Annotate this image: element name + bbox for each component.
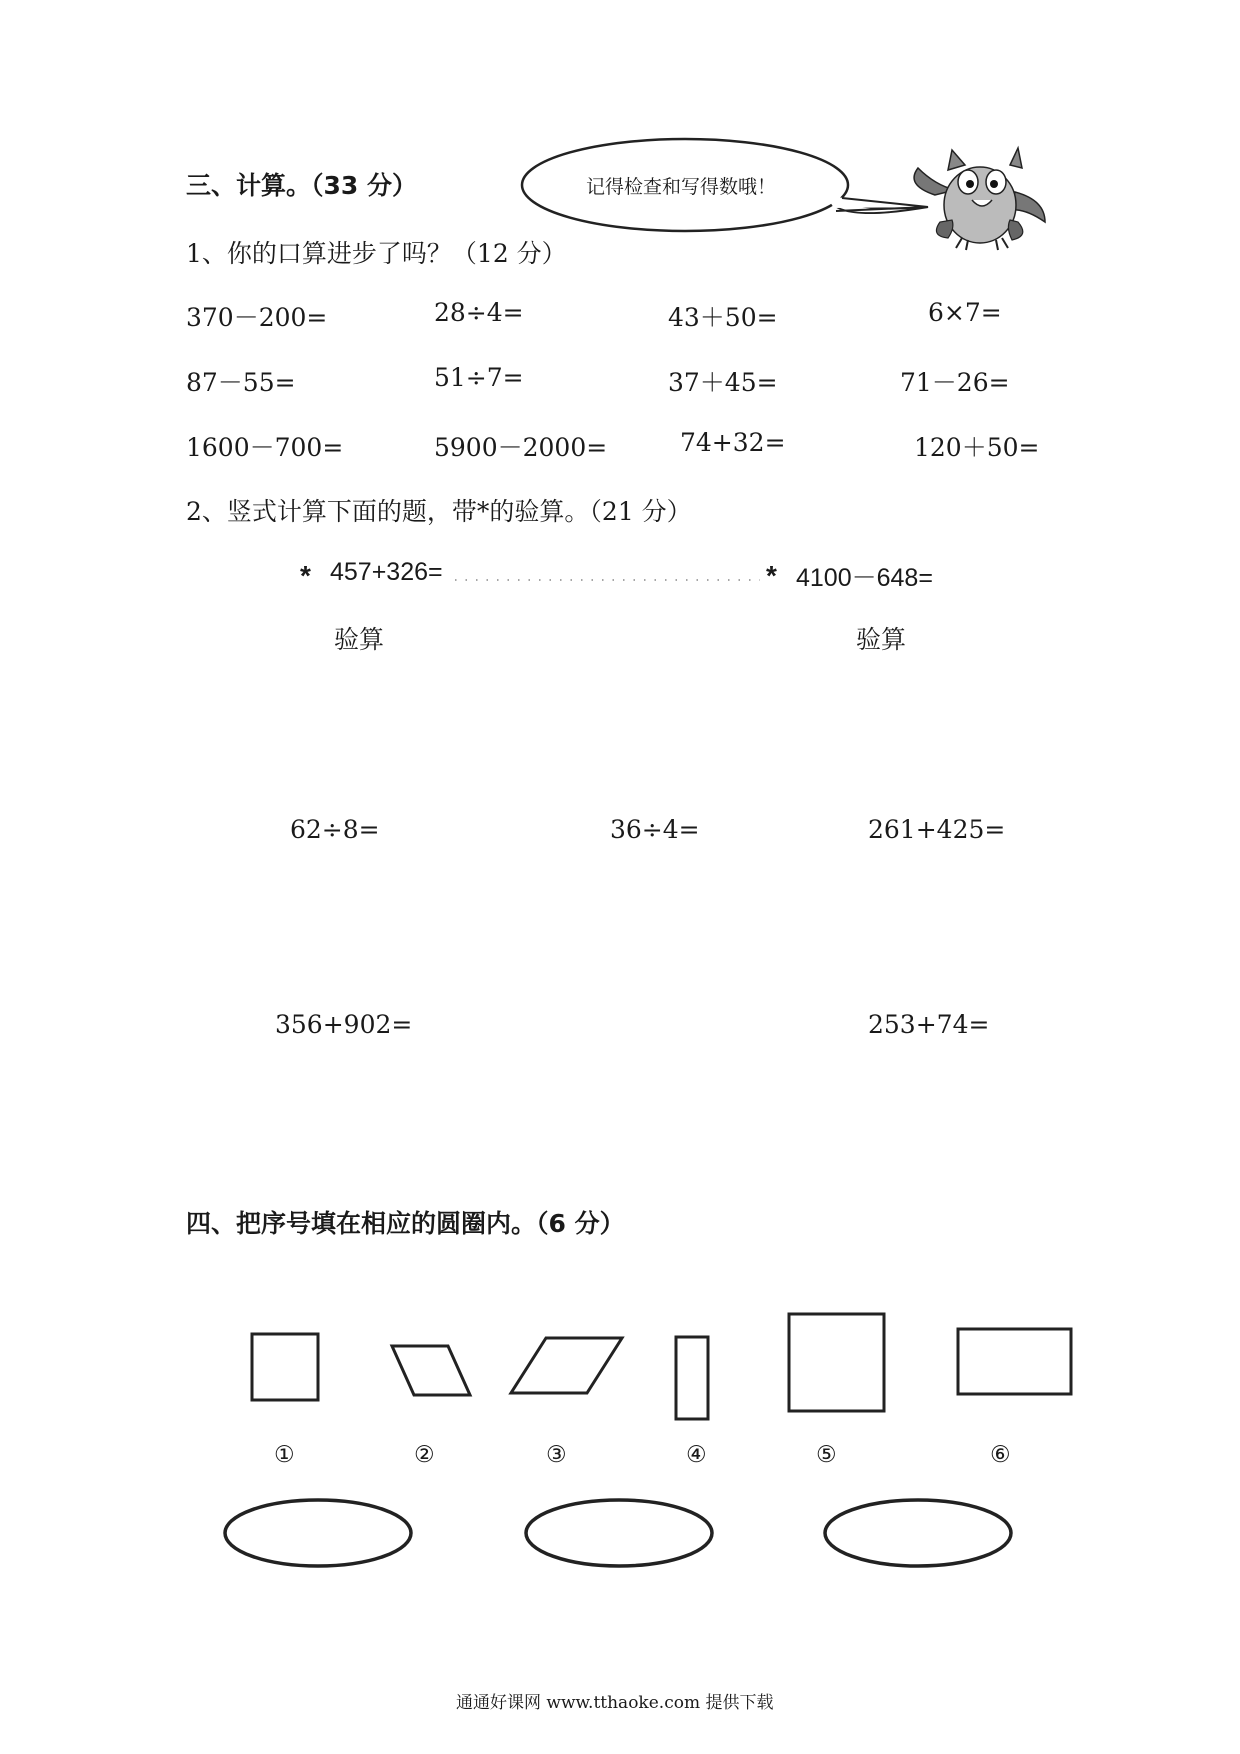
question-2-title: 2、竖式计算下面的题，带*的验算。（21 分）	[186, 497, 692, 526]
vertical-calc-problem: 36÷4=	[610, 815, 700, 844]
shape-number-6: ⑥	[990, 1442, 1011, 1468]
mental-math-item: 43＋50=	[668, 303, 778, 332]
vertical-calc-problem: 261+425=	[868, 815, 1006, 844]
shape-number-3: ③	[546, 1442, 567, 1468]
check-label: 验算	[856, 625, 907, 654]
mental-math-item: 37＋45=	[668, 368, 778, 397]
shape-number-4: ④	[686, 1442, 707, 1468]
shape-5-square	[789, 1314, 884, 1411]
mental-math-item: 28÷4=	[434, 298, 524, 327]
question-1-title: 1、你的口算进步了吗？（12 分）	[186, 239, 567, 268]
shape-3-parallelogram	[511, 1338, 622, 1393]
mental-math-item: 1600－700=	[186, 433, 344, 462]
mental-math-item: 5900－2000=	[434, 433, 608, 462]
shape-4-rectangle	[676, 1337, 708, 1419]
shape-6-rectangle	[958, 1329, 1071, 1394]
section-4-heading: 四、把序号填在相应的圆圈内。（6 分）	[186, 1209, 625, 1238]
mental-math-item: 6×7=	[928, 298, 1002, 327]
owl-mascot-icon	[914, 148, 1045, 250]
star-mark: *	[766, 560, 777, 591]
shape-number-1: ①	[274, 1442, 295, 1468]
footer-text: 通通好课网 www.tthaoke.com 提供下载	[456, 1693, 774, 1713]
mental-math-item: 87－55=	[186, 368, 296, 397]
answer-circle-1[interactable]	[225, 1500, 411, 1566]
mental-math-item: 74+32=	[680, 428, 786, 457]
mental-math-item: 370－200=	[186, 303, 328, 332]
starred-problem: 4100－648=	[796, 564, 933, 592]
vertical-calc-problem: 253+74=	[868, 1010, 990, 1039]
answer-circle-3[interactable]	[825, 1500, 1011, 1566]
mental-math-item: 51÷7=	[434, 363, 524, 392]
mental-math-item: 71－26=	[900, 368, 1010, 397]
starred-problem: 457+326=	[330, 558, 443, 586]
shape-number-2: ②	[414, 1442, 435, 1468]
shape-1-square	[252, 1334, 318, 1400]
vertical-calc-problem: 356+902=	[275, 1010, 413, 1039]
check-label: 验算	[334, 625, 385, 654]
speech-bubble-text: 记得检查和写得数哦！	[586, 176, 777, 198]
answer-circle-2[interactable]	[526, 1500, 712, 1566]
shape-2-parallelogram	[392, 1346, 470, 1395]
section-3-heading: 三、计算。（33 分）	[186, 171, 417, 200]
star-mark: *	[300, 560, 311, 591]
mental-math-item: 120＋50=	[914, 433, 1040, 462]
shape-number-5: ⑤	[816, 1442, 837, 1468]
vertical-calc-problem: 62÷8=	[290, 815, 380, 844]
